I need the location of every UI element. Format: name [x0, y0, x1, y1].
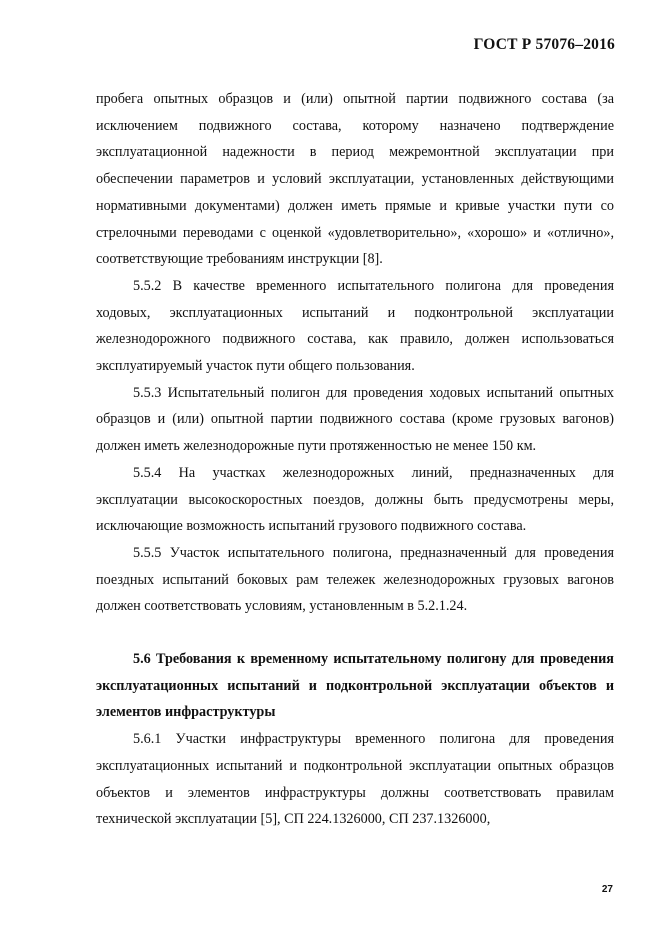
- paragraph-continuation: пробега опытных образцов и (или) опытной партии подвижного состава (за исключением подвижного состава, которому назначено подтверждение эксплуатационной надежности в период межремонтной эксплуатации при обеспечении параметров и условий эксплуатации, установленных действующими нормативными документами) должен иметь прямые и кривые участки пути со стрелочными переводами с оценкой «удовлетворительно», «хорошо» и «отлично», соответствующие требованиям инструкции [8].: [96, 91, 614, 268]
- document-body: [96, 86, 614, 833]
- document-id-header: ГОСТ Р 57076–2016: [473, 36, 615, 53]
- section-heading-5-6: 5.6 Требования к временному испытательному полигону для проведения эксплуатационных испытаний и подконтрольной эксплуатации объектов и элементов инфраструктуры: [96, 651, 614, 721]
- paragraph-5-5-3: 5.5.3 Испытательный полигон для проведения ходовых испытаний опытных образцов и (или) опытной партии подвижного состава (кроме грузовых вагонов) должен иметь железнодорожные пути протяженностью не менее 150 км.: [96, 384, 614, 455]
- paragraph-5-5-4: 5.5.4 На участках железнодорожных линий, предназначенных для эксплуатации высокоскоростных поездов, должны быть предусмотрены меры, исключающие возможность испытаний грузового подвижного состава.: [96, 464, 614, 535]
- paragraph-5-5-5: 5.5.5 Участок испытательного полигона, предназначенный для проведения поездных испытаний боковых рам тележек железнодорожных грузовых вагонов должен соответствовать условиям, установленным в 5.2.1.24.: [96, 544, 614, 615]
- paragraph-5-5-2: 5.5.2 В качестве временного испытательного полигона для проведения ходовых, эксплуатационных испытаний и подконтрольной эксплуатации железнодорожного подвижного состава, как правило, должен использоваться эксплуатируемый участок пути общего пользования.: [96, 277, 614, 375]
- paragraph-5-6-1: 5.6.1 Участки инфраструктуры временного полигона для проведения эксплуатационных испытаний и подконтрольной эксплуатации опытных образцов объектов и элементов инфраструктуры должны соответствовать правилам технической эксплуатации [5], СП 224.1326000, СП 237.1326000,: [96, 731, 614, 828]
- page-number: 27: [601, 884, 613, 895]
